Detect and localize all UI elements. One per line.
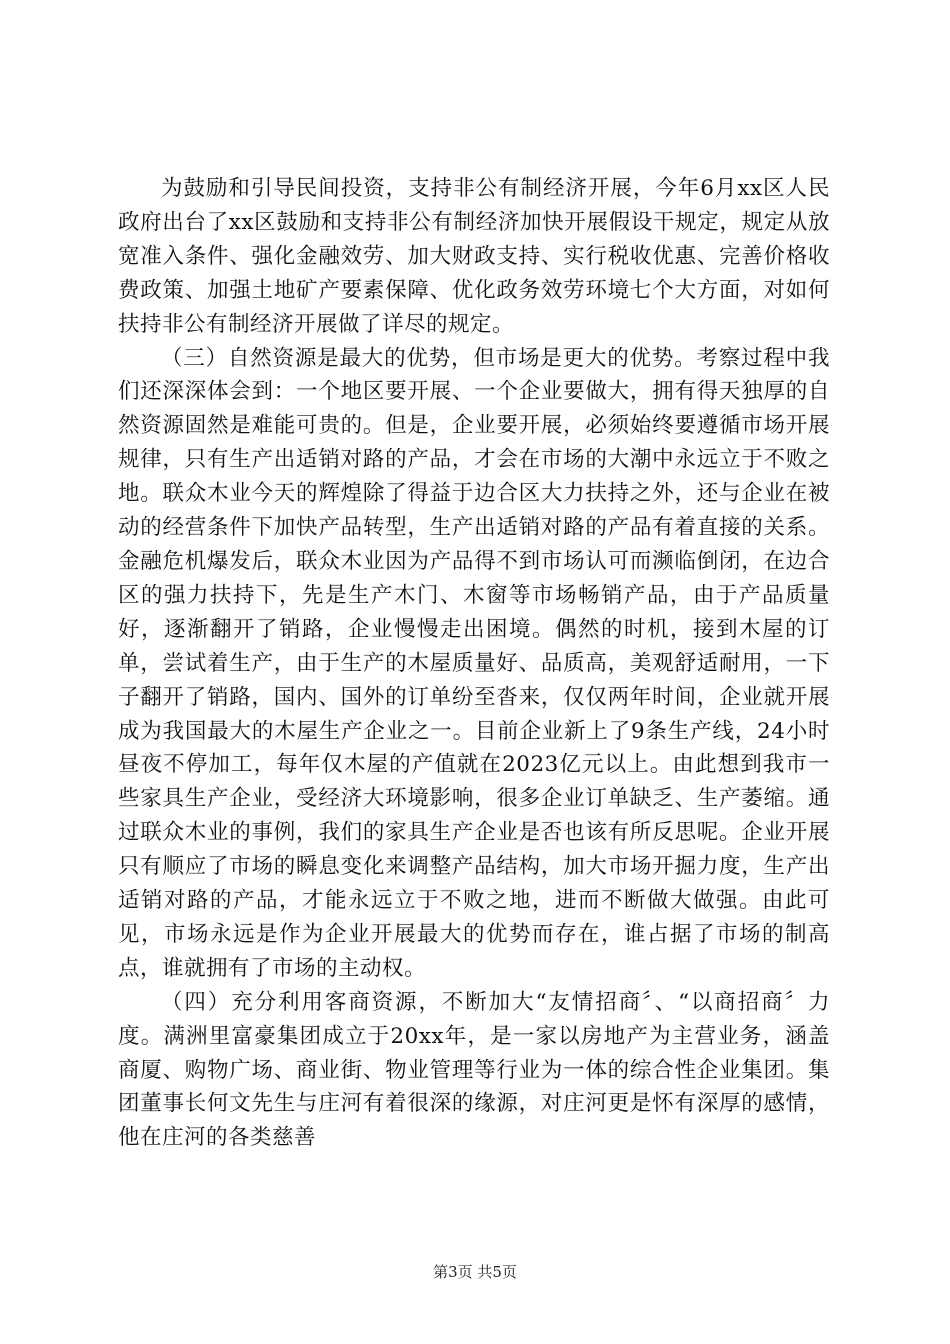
paragraph-policy: 为鼓励和引导民间投资，支持非公有制经济开展，今年6月xx区人民政府出台了xx区鼓励和支持非公有制经济加快开展假设干规定，规定从放宽准入条件、强化金融效劳、加大财政支持、实行税收优惠、完善价格收费政策、加强土地矿产要素保障、优化政务效劳环境七个大方面，对如何扶持非公有制经济开展做了详尽的规定。 — [118, 176, 830, 337]
page-footer: 第3页 共5页 — [433, 1263, 517, 1281]
paragraph-investment-attraction: （四）充分利用客商资源，不断加大“友情招商〞、“以商招商〞力度。满洲里富豪集团成立于20xx年，是一家以房地产为主营业务，涵盖商厦、购物广场、商业街、物业管理等行业为一体的综合性企业集团。集团董事长何文先生与庄河有着很深的缘源，对庄河更是怀有深厚的感情，他在庄河的各类慈善 — [118, 989, 830, 1151]
body-text — [118, 172, 830, 1155]
paragraph-market-advantage: （三）自然资源是最大的优势，但市场是更大的优势。考察过程中我们还深深体会到：一个地区要开展、一个企业要做大，拥有得天独厚的自然资源固然是难能可贵的。但是，企业要开展，必须始终要遵循市场开展规律，只有生产出适销对路的产品，才会在市场的大潮中永远立于不败之地。联众木业今天的辉煌除了得益于边合区大力扶持之外，还与企业在被动的经营条件下加快产品转型，生产出适销对路的产品有着直接的关系。金融危机爆发后，联众木业因为产品得不到市场认可而濒临倒闭，在边合区的强力扶持下，先是生产木门、木窗等市场畅销产品，由于产品质量好，逐渐翻开了销路，企业慢慢走出困境。偶然的时机，接到木屋的订单，尝试着生产，由于生产的木屋质量好、品质高，美观舒适耐用，一下子翻开了销路，国内、国外的订单纷至沓来，仅仅两年时间，企业就开展成为我国最大的木屋生产企业之一。目前企业新上了9条生产线，24小时昼夜不停加工，每年仅木屋的产值就在2023亿元以上。由此想到我市一些家具生产企业，受经济大环境影响，很多企业订单缺乏、生产萎缩。通过联众木业的事例，我们的家具生产企业是否也该有所反思呢。企业开展只有顺应了市场的瞬息变化来调整产品结构，加大市场开掘力度，生产出适销对路的产品，才能永远立于不败之地，进而不断做大做强。由此可见，市场永远是作为企业开展最大的优势而存在，谁占据了市场的制高点，谁就拥有了市场的主动权。 — [118, 345, 830, 981]
